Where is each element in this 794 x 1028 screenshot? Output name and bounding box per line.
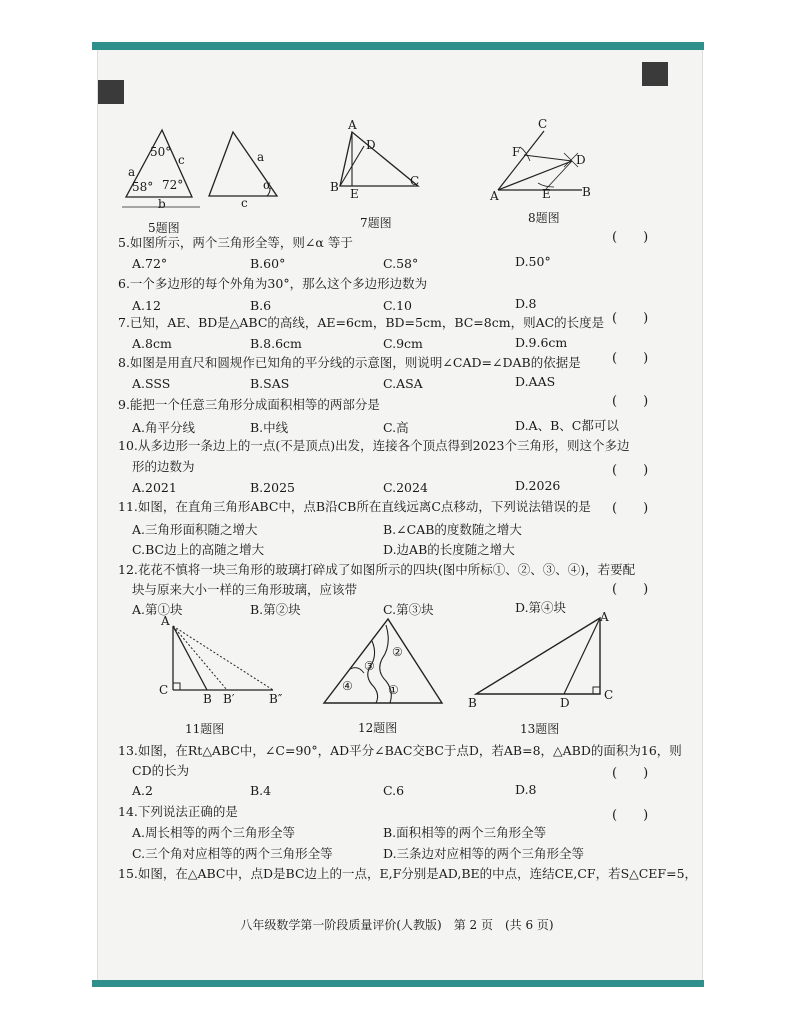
q10-option-a[interactable]: A.2021 bbox=[132, 480, 177, 495]
fig7-E: E bbox=[350, 187, 359, 201]
q8-option-c[interactable]: C.ASA bbox=[383, 376, 423, 391]
fig5-side-b: b bbox=[158, 197, 166, 211]
q12-option-c[interactable]: C.第③块 bbox=[383, 602, 434, 617]
q5-answer-blank[interactable]: ( ) bbox=[612, 230, 649, 245]
q8-answer-blank[interactable]: ( ) bbox=[612, 351, 649, 366]
fig11-B2: B″ bbox=[269, 692, 283, 706]
q6-option-a[interactable]: A.12 bbox=[132, 298, 161, 313]
q9-option-a[interactable]: A.角平分线 bbox=[132, 420, 196, 435]
fig7-C: C bbox=[410, 174, 420, 188]
q8-option-b[interactable]: B.SAS bbox=[250, 376, 290, 391]
q12-option-d[interactable]: D.第④块 bbox=[515, 600, 567, 615]
fig7-D: D bbox=[366, 138, 376, 152]
q11-answer-blank[interactable]: ( ) bbox=[612, 501, 649, 516]
q14-stem: 14.下列说法正确的是 bbox=[118, 804, 238, 819]
q8-option-a[interactable]: A.SSS bbox=[132, 376, 171, 391]
left-corner-mark bbox=[98, 80, 124, 104]
fig11-B: B bbox=[203, 692, 212, 706]
figure-8 bbox=[490, 117, 600, 225]
fig13-A: A bbox=[600, 610, 609, 624]
figure-12 bbox=[320, 615, 450, 735]
fig8-C: C bbox=[538, 117, 548, 131]
q14-option-a[interactable]: A.周长相等的两个三角形全等 bbox=[132, 825, 296, 840]
q10-option-c[interactable]: C.2024 bbox=[383, 480, 428, 495]
q9-option-c[interactable]: C.高 bbox=[383, 420, 409, 435]
figure-11 bbox=[155, 614, 295, 736]
q8-option-d[interactable]: D.AAS bbox=[515, 374, 556, 389]
fig11-C: C bbox=[159, 683, 169, 697]
fig7-A: A bbox=[348, 118, 357, 132]
q12-option-a[interactable]: A.第①块 bbox=[132, 602, 183, 617]
fig5-side-c: c bbox=[178, 153, 185, 167]
q8-stem: 8.如图是用直尺和圆规作已知角的平分线的示意图，则说明∠CAD=∠DAB的依据是 bbox=[118, 355, 581, 370]
q13-answer-blank[interactable]: ( ) bbox=[612, 766, 649, 781]
q7-option-b[interactable]: B.8.6cm bbox=[250, 336, 302, 351]
q6-option-d[interactable]: D.8 bbox=[515, 296, 537, 311]
q14-option-c[interactable]: C.三个角对应相等的两个三角形全等 bbox=[132, 846, 333, 861]
fig13-caption: 13题图 bbox=[520, 722, 560, 736]
q13-option-a[interactable]: A.2 bbox=[132, 783, 153, 798]
fig13-B: B bbox=[468, 696, 477, 710]
q12-stem-cont: 块与原来大小一样的三角形玻璃，应该带 bbox=[132, 582, 358, 597]
fig5-angle-left: 58° bbox=[132, 180, 154, 194]
q10-answer-blank[interactable]: ( ) bbox=[612, 463, 649, 478]
q14-option-b[interactable]: B.面积相等的两个三角形全等 bbox=[383, 825, 547, 840]
fig6-side-c: c bbox=[241, 196, 248, 210]
q12-answer-blank[interactable]: ( ) bbox=[612, 582, 649, 597]
fig8-B: B bbox=[582, 185, 591, 199]
q9-answer-blank[interactable]: ( ) bbox=[612, 394, 649, 409]
fig11-B1: B′ bbox=[223, 692, 235, 706]
fig11-caption: 11题图 bbox=[185, 722, 225, 736]
q5-option-b[interactable]: B.60° bbox=[250, 256, 286, 271]
q15-stem: 15.如图，在△ABC中，点D是BC边上的一点，E,F分别是AD,BE的中点，连结CE,CF，若S△CEF=5， bbox=[118, 866, 698, 881]
fig12-piece-1: ① bbox=[388, 683, 399, 697]
q7-option-d[interactable]: D.9.6cm bbox=[515, 335, 568, 350]
q11-option-c[interactable]: C.BC边上的高随之增大 bbox=[132, 542, 265, 557]
fig12-piece-4: ④ bbox=[342, 679, 353, 693]
q9-option-d[interactable]: D.A、B、C都可以 bbox=[515, 418, 619, 433]
q6-option-c[interactable]: C.10 bbox=[383, 298, 412, 313]
fig5-angle-top: 50° bbox=[150, 145, 172, 159]
q13-option-b[interactable]: B.4 bbox=[250, 783, 272, 798]
q5-option-d[interactable]: D.50° bbox=[515, 254, 551, 269]
fig12-piece-2: ② bbox=[392, 645, 403, 659]
q10-stem-cont: 形的边数为 bbox=[132, 459, 195, 474]
fig8-D: D bbox=[576, 153, 586, 167]
fig7-B: B bbox=[330, 180, 339, 194]
q7-stem: 7.已知，AE、BD是△ABC的高线，AE=6cm，BD=5cm，BC=8cm，则AC的长度是 bbox=[118, 315, 605, 330]
q5-option-a[interactable]: A.72° bbox=[132, 256, 168, 271]
q10-option-d[interactable]: D.2026 bbox=[515, 478, 561, 493]
page-footer: 八年级数学第一阶段质量评价(人教版) 第 2 页 (共 6 页) bbox=[240, 918, 554, 932]
fig12-caption: 12题图 bbox=[358, 721, 398, 735]
bottom-color-bar bbox=[92, 980, 704, 987]
fig12-piece-3: ③ bbox=[364, 659, 375, 673]
fig8-F: F bbox=[512, 145, 521, 159]
figure-alpha-triangle bbox=[205, 128, 285, 212]
fig11-A: A bbox=[161, 614, 170, 628]
q11-option-a[interactable]: A.三角形面积随之增大 bbox=[132, 522, 258, 537]
fig5-angle-right: 72° bbox=[162, 178, 184, 192]
q7-answer-blank[interactable]: ( ) bbox=[612, 311, 649, 326]
fig13-C: C bbox=[604, 688, 614, 702]
q12-stem: 12.花花不慎将一块三角形的玻璃打碎成了如图所示的四块(图中所标①、②、③、④)，若要配 bbox=[118, 562, 636, 577]
q5-option-c[interactable]: C.58° bbox=[383, 256, 419, 271]
fig6-side-a: a bbox=[257, 150, 265, 164]
q7-option-a[interactable]: A.8cm bbox=[132, 336, 172, 351]
q14-option-d[interactable]: D.三条边对应相等的两个三角形全等 bbox=[383, 846, 585, 861]
figure-5 bbox=[120, 125, 210, 235]
q11-option-d[interactable]: D.边AB的长度随之增大 bbox=[383, 542, 515, 557]
fig6-angle: α bbox=[263, 178, 272, 192]
q13-option-c[interactable]: C.6 bbox=[383, 783, 405, 798]
q9-option-b[interactable]: B.中线 bbox=[250, 420, 289, 435]
fig5-side-a: a bbox=[128, 165, 136, 179]
q5-stem: 5.如图所示，两个三角形全等，则∠α 等于 bbox=[118, 235, 353, 250]
q11-stem: 11.如图，在直角三角形ABC中，点B沿CB所在直线远离C点移动，下列说法错误的是 bbox=[118, 499, 591, 514]
fig8-E: E bbox=[542, 187, 551, 201]
q12-option-b[interactable]: B.第②块 bbox=[250, 602, 301, 617]
fig8-caption: 8题图 bbox=[528, 211, 560, 225]
q9-stem: 9.能把一个任意三角形分成面积相等的两部分是 bbox=[118, 397, 380, 412]
fig13-D: D bbox=[560, 696, 570, 710]
q10-stem: 10.从多边形一条边上的一点(不是顶点)出发，连接各个顶点得到2023个三角形，则这个多边 bbox=[118, 438, 630, 453]
q13-stem-cont: CD的长为 bbox=[132, 763, 190, 778]
figure-13 bbox=[468, 610, 622, 736]
q11-option-b[interactable]: B.∠CAB的度数随之增大 bbox=[383, 522, 522, 537]
q7-option-c[interactable]: C.9cm bbox=[383, 336, 423, 351]
top-color-bar bbox=[92, 42, 704, 50]
q6-option-b[interactable]: B.6 bbox=[250, 298, 272, 313]
right-corner-mark bbox=[642, 62, 668, 86]
fig7-caption: 7题图 bbox=[360, 216, 392, 230]
q13-stem: 13.如图，在Rt△ABC中，∠C=90°，AD平分∠BAC交BC于点D，若AB=8，△ABD的面积为16，则 bbox=[118, 743, 682, 758]
figure-7 bbox=[330, 118, 430, 230]
q6-stem: 6.一个多边形的每个外角为30°，那么这个多边形边数为 bbox=[118, 276, 428, 291]
q13-option-d[interactable]: D.8 bbox=[515, 782, 537, 797]
q10-option-b[interactable]: B.2025 bbox=[250, 480, 295, 495]
q14-answer-blank[interactable]: ( ) bbox=[612, 808, 649, 823]
fig5-caption: 5题图 bbox=[148, 221, 180, 235]
fig8-A: A bbox=[490, 189, 499, 203]
